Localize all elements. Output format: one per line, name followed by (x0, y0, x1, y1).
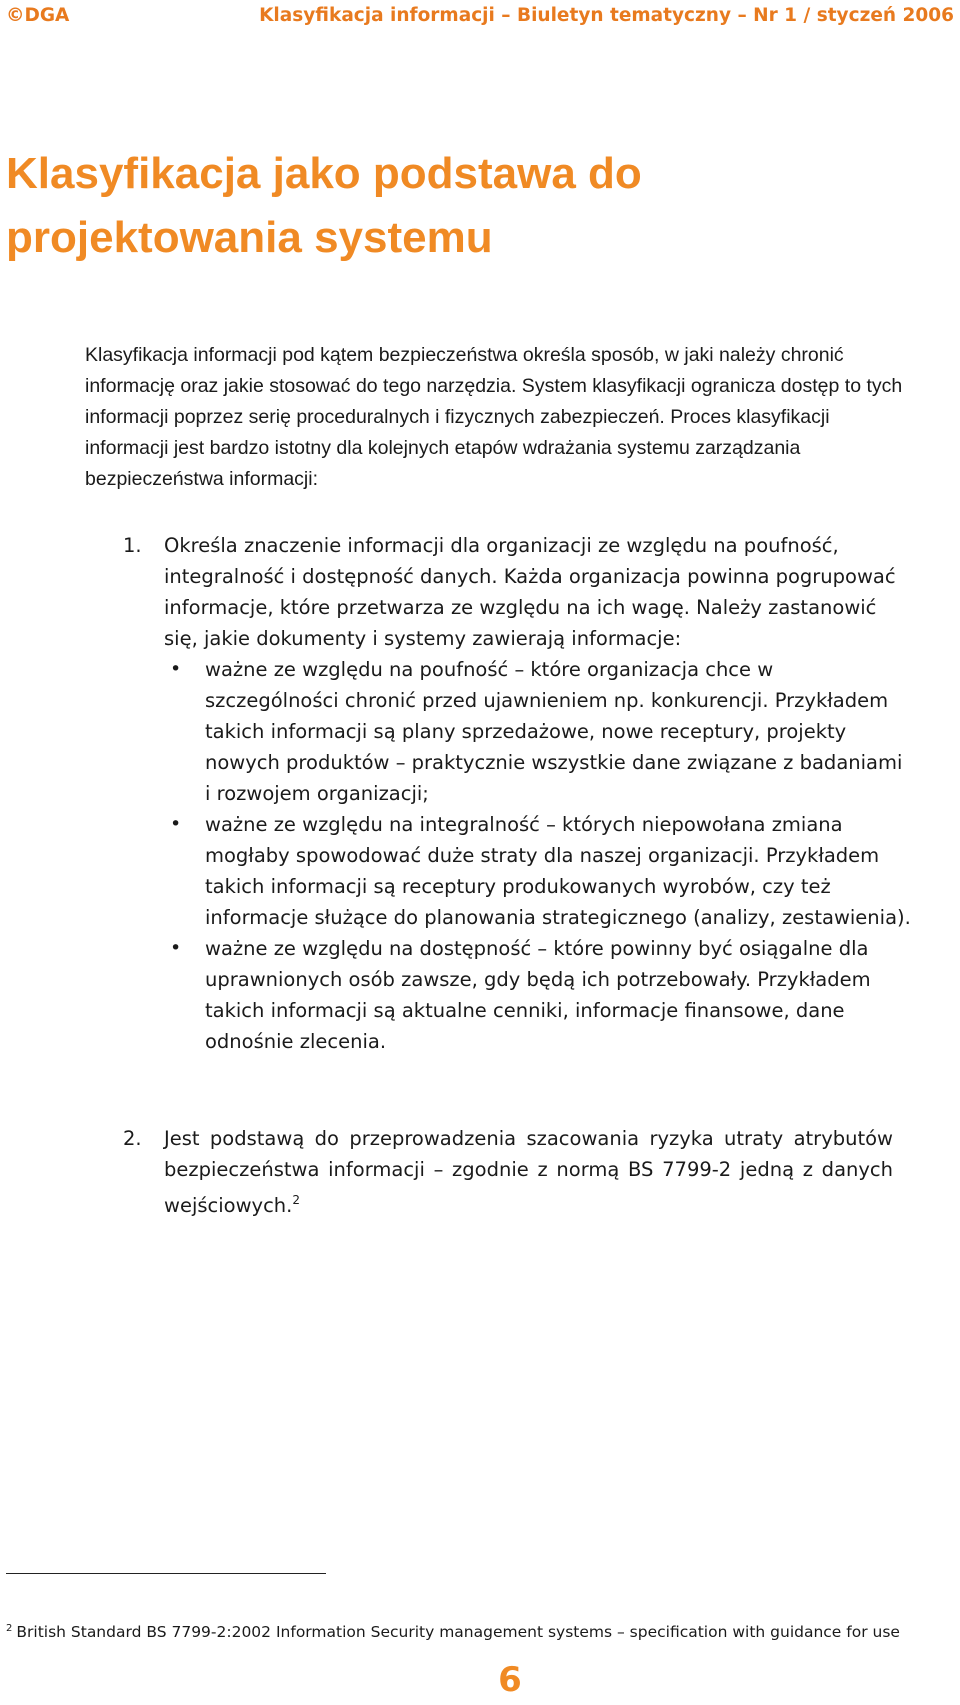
footnote-divider (6, 1573, 326, 1574)
page-header (0, 0, 960, 30)
item-text (164, 1123, 893, 1221)
page-title-line-2: projektowania systemu (6, 213, 493, 262)
numbered-item-2 (123, 1123, 893, 1221)
bullet-icon: • (170, 813, 182, 835)
page-number: 6 (498, 1660, 522, 1700)
item-text: Określa znaczenie informacji dla organizacji ze względu na poufność, integralność i dostępność danych. Każda organizacja powinna pogrupować informacje, które przetwarza ze względu na ich wagę. Należy zastanowić się, jakie dokumenty i systemy zawierają informacje: (164, 534, 896, 650)
footnote-mark: 2 (6, 1623, 13, 1634)
page-title-line-1: Klasyfikacja jako podstawa do (6, 149, 642, 198)
bullet-item-availability (164, 933, 913, 1057)
item-number: 1. (123, 534, 142, 557)
bullet-icon: • (170, 658, 182, 680)
bullet-item-confidentiality (164, 654, 913, 809)
item-text-body: Jest podstawą do przeprowadzenia szacowania ryzyka utraty atrybutów bezpieczeństwa informacji – zgodnie z normą BS 7799-2 jedną z danych wejściowych. (164, 1127, 893, 1217)
numbered-item-1 (123, 530, 913, 1057)
intro-paragraph: Klasyfikacja informacji pod kątem bezpieczeństwa określa sposób, w jaki należy chronić informację oraz jakie stosować do tego narzędzia. System klasyfikacji ogranicza dostęp to tych informacji poprzez serię proceduralnych i fizycznych zabezpieczeń. Proces klasyfikacji informacji jest bardzo istotny dla kolejnych etapów wdrażania systemu zarządzania bezpieczeństwa informacji: (85, 344, 903, 490)
bulletin-title: Klasyfikacja informacji – Biuletyn tematyczny – Nr 1 / styczeń 2006 (259, 4, 954, 26)
bullet-text: ważne ze względu na poufność – które organizacja chce w szczególności chronić przed ujawnieniem np. konkurencji. Przykładem takich informacji są plany sprzedażowe, nowe receptury, projekty nowych produktów – praktycznie wszystkie dane związane z badaniami i rozwojem organizacji; (205, 658, 903, 805)
bullet-text: ważne ze względu na dostępność – które powinny być osiągalne dla uprawnionych osób zawsze, gdy będą ich potrzebowały. Przykładem takich informacji są aktualne cenniki, informacje finansowe, dane odnośnie zlecenia. (205, 937, 871, 1053)
footnote-reference[interactable]: 2 (292, 1193, 300, 1207)
copyright-label: ©DGA (6, 4, 70, 26)
bullet-list (164, 654, 913, 1057)
bullet-text: ważne ze względu na integralność – których niepowołana zmiana mogłaby spowodować duże straty dla naszej organizacji. Przykładem takich informacji są receptury produkowanych wyrobów, czy też informacje służące do planowania strategicznego (analizy, zestawienia). (205, 813, 911, 929)
page-title (6, 142, 936, 270)
item-number: 2. (123, 1127, 142, 1150)
bullet-item-integrity (164, 809, 913, 933)
footnote-text: British Standard BS 7799-2:2002 Information Security management systems – specification with guidance for use (16, 1623, 900, 1641)
footnote (6, 1618, 946, 1643)
bullet-icon: • (170, 937, 182, 959)
